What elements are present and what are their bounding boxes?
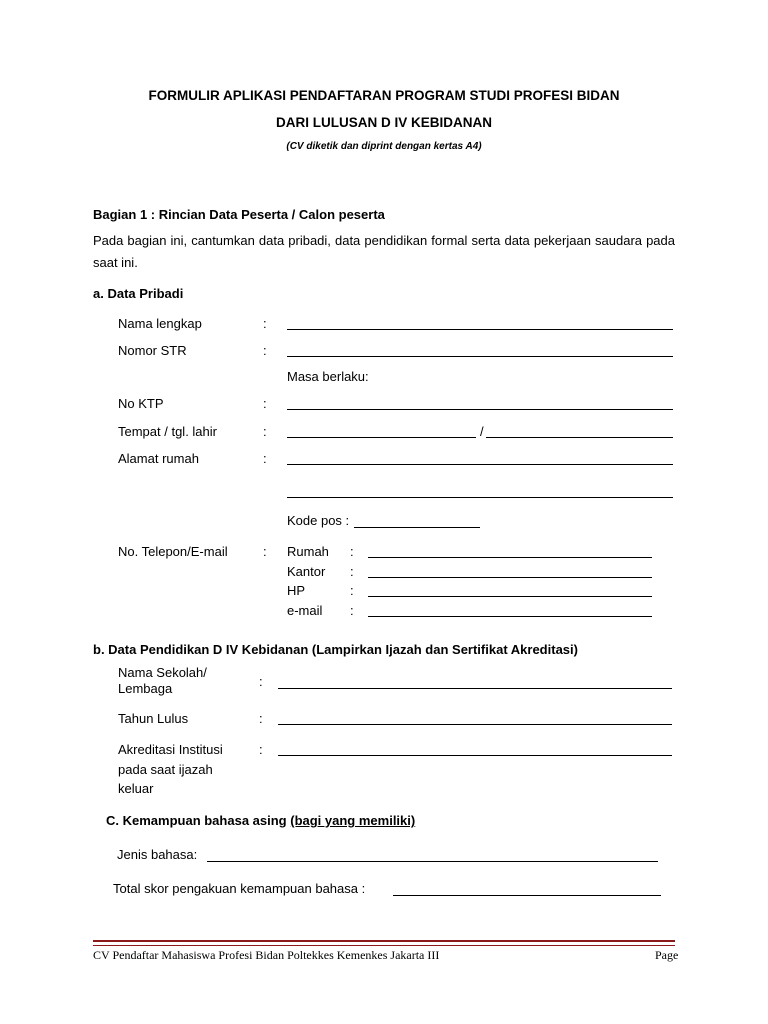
colon: : bbox=[263, 343, 267, 358]
personal-heading: a. Data Pribadi bbox=[93, 286, 184, 301]
language-heading-text: C. Kemampuan bahasa asing bbox=[106, 813, 291, 828]
colon: : bbox=[350, 564, 354, 579]
ktp-field[interactable] bbox=[287, 396, 673, 410]
address-label: Alamat rumah bbox=[118, 451, 199, 466]
graduation-year-label: Tahun Lulus bbox=[118, 711, 189, 726]
accreditation-label-line3: keluar bbox=[118, 781, 154, 796]
phone-home-field[interactable] bbox=[368, 544, 652, 558]
contact-hp-label: HP bbox=[287, 583, 306, 598]
birth-label: Tempat / tgl. lahir bbox=[118, 424, 217, 439]
name-label: Nama lengkap bbox=[118, 316, 202, 331]
contact-home-label: Rumah bbox=[287, 544, 329, 559]
colon: : bbox=[350, 544, 354, 559]
colon: : bbox=[259, 674, 263, 689]
school-label-line2: Lembaga bbox=[118, 681, 173, 696]
language-type-field[interactable] bbox=[207, 848, 658, 862]
str-field[interactable] bbox=[287, 343, 673, 357]
footer-text: CV Pendaftar Mahasiswa Profesi Bidan Poltekkes Kemenkes Jakarta III bbox=[93, 948, 440, 962]
postal-label: Kode pos : bbox=[287, 513, 350, 528]
colon: : bbox=[350, 603, 354, 618]
form-note: (CV diketik dan diprint dengan kertas A4) bbox=[286, 141, 482, 152]
email-field[interactable] bbox=[368, 603, 652, 617]
contact-email-label: e-mail bbox=[287, 603, 323, 618]
school-label-line1: Nama Sekolah/ bbox=[118, 665, 207, 680]
colon: : bbox=[263, 396, 267, 411]
accreditation-label-line2: pada saat ijazah bbox=[118, 762, 213, 777]
birthplace-field[interactable] bbox=[287, 424, 476, 438]
contact-label: No. Telepon/E-mail bbox=[118, 544, 228, 559]
phone-office-field[interactable] bbox=[368, 564, 652, 578]
accreditation-label-line1: Akreditasi Institusi bbox=[118, 742, 223, 757]
part1-intro: Pada bagian ini, cantumkan data pribadi, data pendidikan formal serta data pekerjaan saudara pada saat ini. bbox=[93, 233, 675, 270]
phone-mobile-field[interactable] bbox=[368, 583, 652, 597]
accreditation-field[interactable] bbox=[278, 742, 672, 756]
form-title-line2: DARI LULUSAN D IV KEBIDANAN bbox=[276, 115, 492, 130]
graduation-year-field[interactable] bbox=[278, 711, 672, 725]
colon: : bbox=[350, 583, 354, 598]
colon: : bbox=[263, 451, 267, 466]
language-heading-note: (bagi yang memiliki) bbox=[290, 813, 416, 828]
colon: : bbox=[259, 742, 263, 757]
postal-field[interactable] bbox=[354, 514, 480, 528]
address-field-line2[interactable] bbox=[287, 484, 673, 498]
ktp-label: No KTP bbox=[118, 396, 164, 411]
colon: : bbox=[263, 544, 267, 559]
language-score-field[interactable] bbox=[393, 882, 661, 896]
address-field-line1[interactable] bbox=[287, 451, 673, 465]
birthdate-field[interactable] bbox=[486, 424, 673, 438]
language-score-label: Total skor pengakuan kemampuan bahasa : bbox=[113, 881, 366, 896]
language-heading bbox=[106, 813, 415, 828]
colon: : bbox=[263, 424, 267, 439]
footer-page-label: Page bbox=[655, 948, 679, 962]
school-field[interactable] bbox=[278, 675, 672, 689]
validity-label: Masa berlaku: bbox=[287, 369, 369, 384]
name-field[interactable] bbox=[287, 316, 673, 330]
education-heading: b. Data Pendidikan D IV Kebidanan (Lampirkan Ijazah dan Sertifikat Akreditasi) bbox=[93, 642, 578, 657]
form-title-line1: FORMULIR APLIKASI PENDAFTARAN PROGRAM STUDI PROFESI BIDAN bbox=[148, 88, 620, 103]
footer-rule-thick bbox=[93, 940, 675, 942]
colon: : bbox=[263, 316, 267, 331]
language-type-label: Jenis bahasa: bbox=[117, 847, 198, 862]
contact-office-label: Kantor bbox=[287, 564, 326, 579]
colon: : bbox=[259, 711, 263, 726]
footer-rule-thin bbox=[93, 945, 675, 946]
part1-heading: Bagian 1 : Rincian Data Peserta / Calon peserta bbox=[93, 207, 385, 222]
birth-separator: / bbox=[480, 424, 484, 439]
str-label: Nomor STR bbox=[118, 343, 187, 358]
